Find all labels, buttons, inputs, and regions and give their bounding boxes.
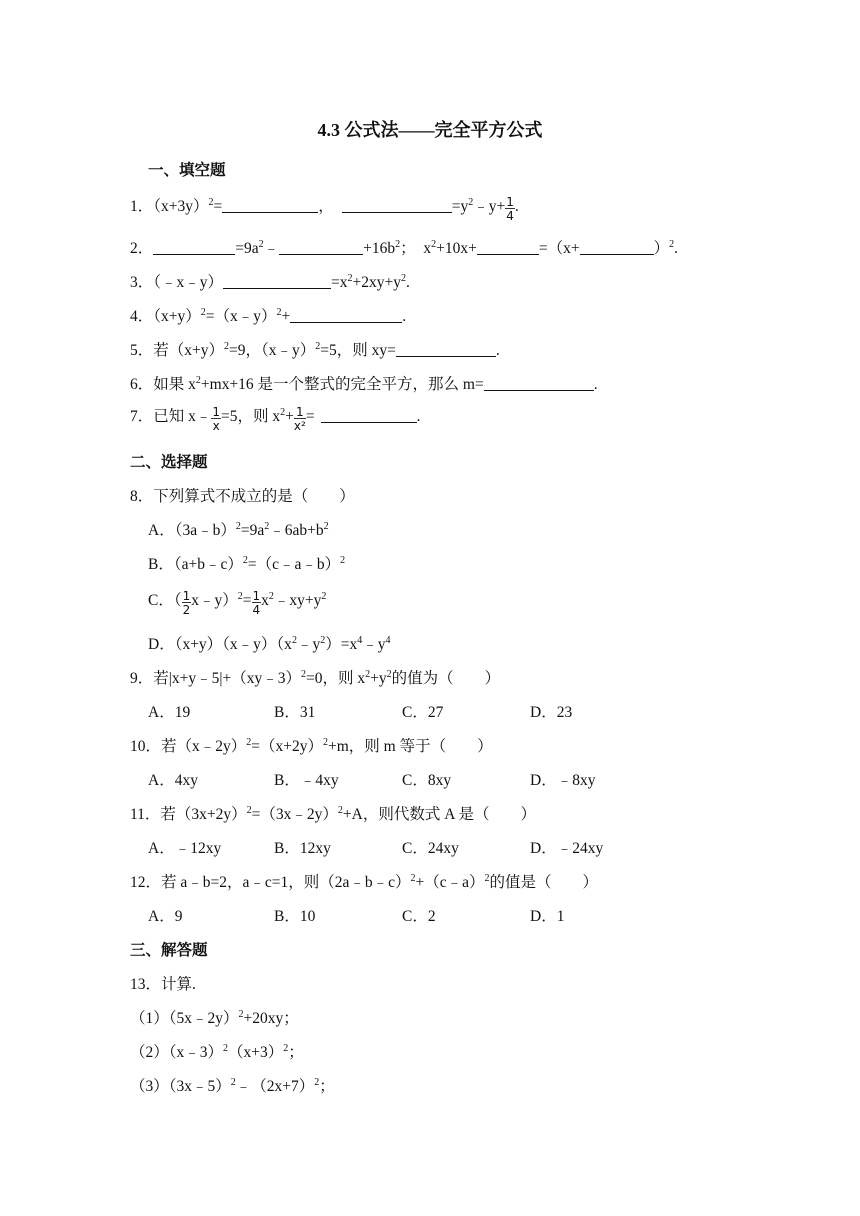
answer-blank[interactable] (153, 240, 235, 255)
q10-option-a[interactable]: A．4xy (148, 772, 198, 789)
q10-option-c[interactable]: C．8xy (402, 772, 452, 789)
q11-option-d[interactable]: D．﹣24xy (530, 840, 604, 857)
question-5: 5．若$(x+y)^2=9$，（x﹣y）$^2$=5，则 xy= . (130, 341, 500, 359)
answer-blank[interactable] (342, 198, 452, 213)
section-multiple-choice: 二、选择题 (130, 454, 208, 471)
question-2: 2． $=9a^2﹣ +16b^2$； $x^2+10x+ =(x+ )^2$. (130, 239, 679, 257)
section-fill-in: 一、填空题 (148, 162, 226, 179)
fraction-one-quarter: $\frac{1}{4}$ (506, 195, 514, 223)
answer-blank[interactable] (396, 342, 496, 357)
question-1: 1．$(x+3y)^2=$ ， $=y^2﹣y+$ $\frac{1}{4}$ . (130, 195, 519, 223)
q10-option-b[interactable]: B．﹣4xy (274, 772, 339, 789)
question-9: 9．若|x+y﹣5|+（xy﹣3）$^2$=0，则 $x^2+y^2$的值为（ ） (130, 669, 501, 687)
q11-option-b[interactable]: B．12xy (274, 840, 331, 857)
q9-option-c[interactable]: C．27 (402, 704, 444, 721)
answer-blank[interactable] (580, 240, 654, 255)
q10-option-d[interactable]: D．﹣8xy (530, 772, 596, 789)
q9-option-a[interactable]: A．19 (148, 704, 191, 721)
q13-part-3: $(3)(3x﹣5)^2﹣(2x+7)^2$； (130, 1077, 335, 1095)
q8-option-b[interactable]: B．（a+b﹣c）$^2$=（c﹣a﹣b）$^2$ (148, 555, 346, 573)
answer-blank[interactable] (222, 198, 318, 213)
answer-blank[interactable] (279, 240, 363, 255)
fraction-one-over-x-squared: $\frac{1}{\text{x²}}$ (293, 405, 306, 433)
question-6: 6．如果 $x^2+mx+16$ 是一个整式的完全平方，那么 m= . (130, 375, 598, 393)
q8-option-a[interactable]: A．$(3a﹣b)^2=9a^2﹣6ab+b^2$ (148, 521, 329, 539)
q13-part-2: $(2)(x﹣3)^2(x+3)^2$； (130, 1043, 304, 1061)
section-solve: 三、解答题 (130, 942, 208, 959)
answer-blank[interactable] (223, 274, 331, 289)
q12-option-d[interactable]: D．1 (530, 908, 565, 925)
q8-option-d[interactable]: D．$(x+y)(x﹣y)(x^2﹣y^2)=x^4﹣y^4$ (148, 635, 391, 653)
q11-option-c[interactable]: C．24xy (402, 840, 459, 857)
fraction-one-quarter: $\frac{1}{4}$ (252, 589, 261, 617)
q13-part-1: （1）（5x﹣2y）$^2$+20xy； (130, 1009, 299, 1027)
q11-option-a[interactable]: A．﹣12xy (148, 840, 222, 857)
question-10: 10．若$(x﹣2y)^2=(x+2y)^2+m$，则 m 等于（ ） (130, 737, 493, 755)
q12-option-c[interactable]: C．2 (402, 908, 436, 925)
question-11: 11．若$(3x+2y)^2=(3x﹣2y)^2+A$，则代数式 A 是（ ） (130, 805, 536, 823)
question-12: 12．若 a﹣b=2，a﹣c=1，则（2a﹣b﹣c）$^2$+（c﹣a）$^2$的值是（ ） (130, 873, 599, 891)
question-13: 13．计算. (130, 976, 196, 993)
q9-option-b[interactable]: B．31 (274, 704, 316, 721)
question-3: 3．（﹣x﹣y） $=x^2+2xy+y^2$. (130, 273, 410, 291)
answer-blank[interactable] (484, 376, 594, 391)
answer-blank[interactable] (321, 408, 417, 423)
answer-blank[interactable] (477, 240, 539, 255)
fraction-one-over-x: $\frac{1}{x}$ (212, 405, 221, 433)
question-8: 8．下列算式不成立的是（ ） (130, 488, 355, 505)
q9-option-d[interactable]: D．23 (530, 704, 573, 721)
q12-option-b[interactable]: B．10 (274, 908, 316, 925)
question-4: 4．$(x+y)^2=(x﹣y)^2+$ . (130, 307, 407, 325)
page-title: 4.3 公式法——完全平方公式 (317, 120, 543, 140)
q8-option-c[interactable]: C．（ $\frac{1}{2}$ x﹣y）$^2$= $\frac{1}{4}$ $x^2﹣xy+y^2$ (148, 589, 327, 617)
question-7: 7．已知 x﹣ $\frac{1}{x}$ =5，则 $x^2+$ $\frac{1}{\text{x²}}$ = . (130, 405, 421, 433)
fraction-one-half: $\frac{1}{2}$ (182, 589, 191, 617)
answer-blank[interactable] (290, 308, 402, 323)
q12-option-a[interactable]: A．9 (148, 908, 183, 925)
